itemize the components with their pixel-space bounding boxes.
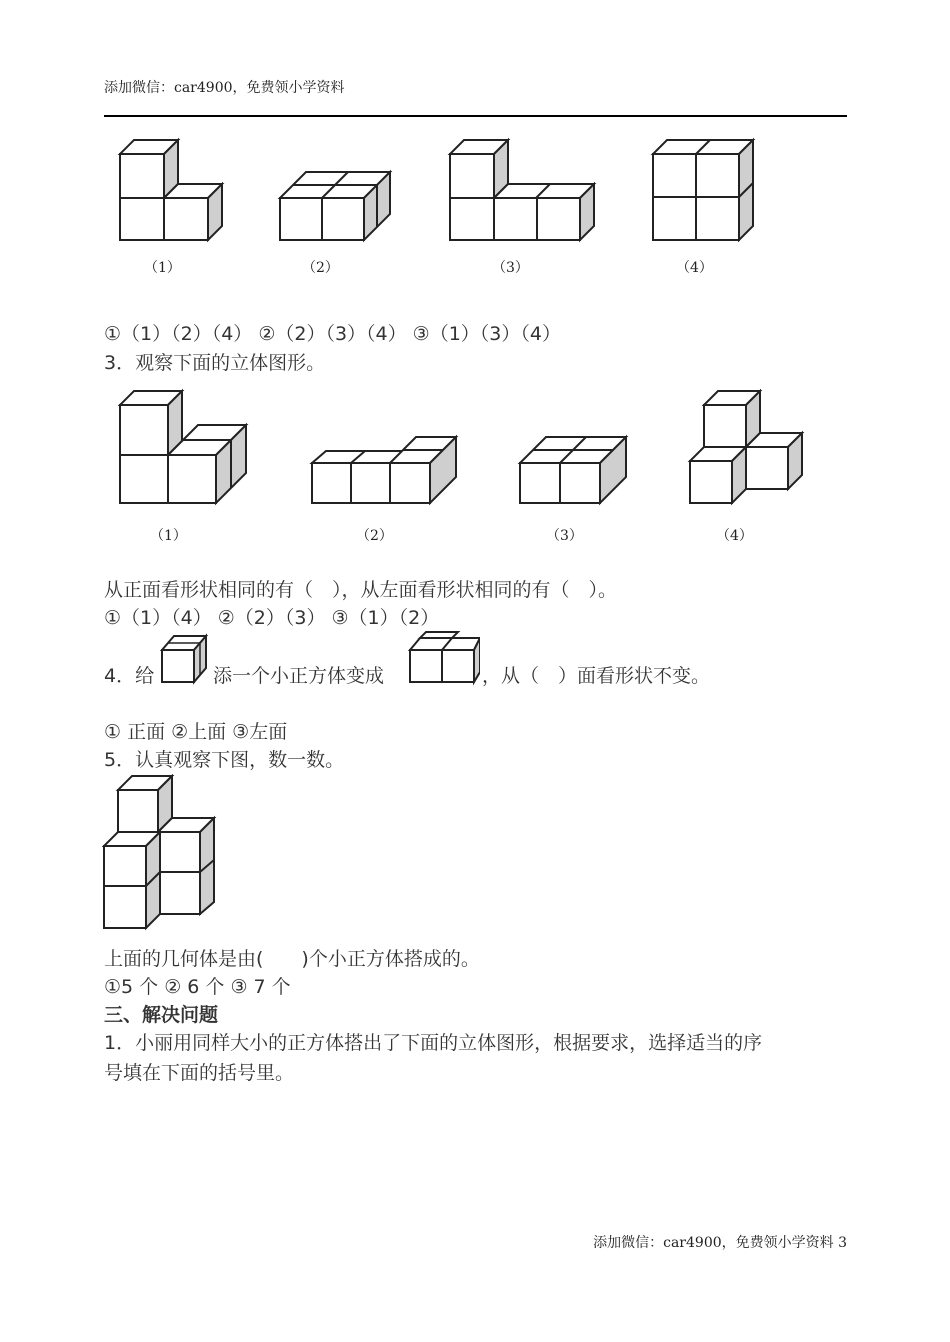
section-3-q1-line1: 1．小丽用同样大小的正方体搭出了下面的立体图形，根据要求，选择适当的序 — [104, 1032, 763, 1054]
shape-3-2 — [312, 437, 456, 503]
caption-3-1: （1） — [150, 528, 187, 544]
caption-3-4: （4） — [716, 528, 753, 544]
q4-options: ① 正面 ②上面 ③左面 — [104, 721, 288, 743]
q3-question: 从正面看形状相同的有（ ），从左面看形状相同的有（ ）。 — [104, 579, 618, 601]
page-header: 添加微信：car4900，免费领小学资料 — [104, 80, 345, 96]
caption-1-1: （1） — [144, 260, 181, 276]
shape-1-2 — [280, 172, 390, 240]
q5-title: 5．认真观察下图，数一数。 — [104, 749, 345, 771]
caption-1-3: （3） — [492, 260, 529, 276]
shape-1-3 — [450, 140, 594, 240]
q4-suffix: ，从（ ）面看形状不变。 — [482, 665, 711, 687]
shape-3-3 — [520, 437, 626, 503]
caption-3-3: （3） — [546, 528, 583, 544]
section-3-title: 三、解决问题 — [104, 1004, 219, 1026]
caption-3-2: （2） — [356, 528, 393, 544]
q2-options: ①（1）（2）（4） ②（2）（3）（4） ③（1）（3）（4） — [104, 323, 561, 345]
figure-row-1 — [104, 128, 784, 288]
q5-shape — [102, 774, 220, 932]
figure-row-2 — [104, 385, 824, 550]
caption-1-4: （4） — [676, 260, 713, 276]
shape-1-4 — [653, 140, 753, 240]
q5-options: ①5 个 ② 6 个 ③ 7 个 — [104, 976, 291, 998]
q4-shape-after — [406, 630, 480, 686]
shape-3-4 — [690, 391, 802, 503]
q5-question: 上面的几何体是由( )个小正方体搭成的。 — [104, 948, 480, 970]
q3-options: ①（1）（4） ②（2）（3） ③（1）（2） — [104, 607, 440, 629]
q4-prefix: 4．给 — [104, 665, 155, 687]
q4-shape-before — [158, 632, 214, 686]
section-3-q1-line2: 号填在下面的括号里。 — [104, 1062, 295, 1084]
caption-1-2: （2） — [302, 260, 339, 276]
shape-3-1 — [120, 391, 246, 503]
shape-1-1 — [120, 140, 222, 240]
page-footer: 添加微信：car4900，免费领小学资料 3 — [593, 1235, 847, 1251]
header-divider — [104, 115, 847, 117]
q3-title: 3．观察下面的立体图形。 — [104, 352, 326, 374]
q4-middle: 添一个小正方体变成 — [213, 665, 385, 687]
